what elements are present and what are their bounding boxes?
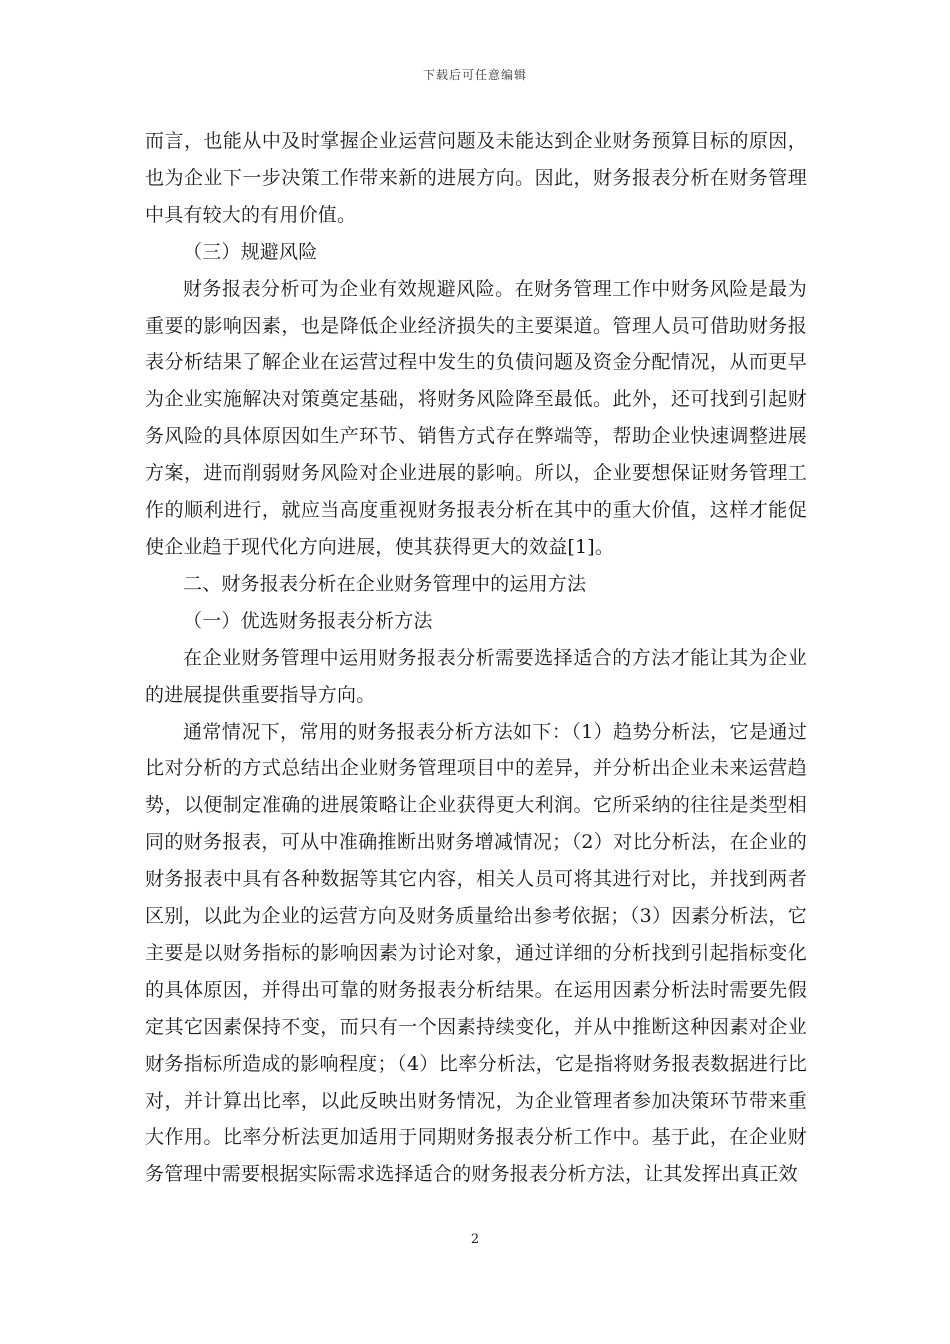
- section-heading-methods: 二、财务报表分析在企业财务管理中的运用方法: [183, 572, 587, 595]
- paragraph-continuation: 而言，也能从中及时掌握企业运营问题及未能达到企业财务预算目标的原因，也为企业下一步决策工作带来新的进展方向。因此，财务报表分析在财务管理中具有较大的有用价值。: [145, 130, 807, 226]
- paragraph-method-list: 通常情况下，常用的财务报表分析方法如下：（1）趋势分析法，它是通过比对分析的方式总结出企业财务管理项目中的差异，并分析出企业未来运营趋势，以便制定准确的进展策略让企业获得更大利润。它所采纳的往往是类型相同的财务报表，可从中准确推断出财务增减情况；（2）对比分析法，在企业的财务报表中具有各种数据等其它内容，相关人员可将其进行对比，并找到两者区别，以此为企业的运营方向及财务质量给出参考依据；（3）因素分析法，它主要是以财务指标的影响因素为讨论对象，通过详细的分析找到引起指标变化的具体原因，并得出可靠的财务报表分析结果。在运用因素分析法时需要先假定其它因素保持不变，而只有一个因素持续变化，并从中推断这种因素对企业财务指标所造成的影响程度；（4）比率分析法，它是指将财务报表数据进行比对，并计算出比率，以此反映出财务情况，为企业管理者参加决策环节带来重大作用。比率分析法更加适用于同期财务报表分析工作中。基于此，在企业财务管理中需要根据实际需求选择适合的财务报表分析方法，让其发挥出真正效: [145, 720, 807, 1186]
- subheading-avoid-risk: （三）规避风险: [183, 240, 318, 263]
- subheading-select-methods: （一）优选财务报表分析方法: [183, 609, 433, 632]
- paragraph-method-intro: 在企业财务管理中运用财务报表分析需要选择适合的方法才能让其为企业的进展提供重要指导方向。: [145, 646, 807, 706]
- page-header: 下载后可任意编辑: [422, 68, 527, 82]
- page-number: 2: [470, 1232, 480, 1247]
- paragraph-risk: 财务报表分析可为企业有效规避风险。在财务管理工作中财务风险是最为重要的影响因素，也是降低企业经济损失的主要渠道。管理人员可借助财务报表分析结果了解企业在运营过程中发生的负债问题及资金分配情况，从而更早为企业实施解决对策奠定基础，将财务风险降至最低。此外，还可找到引起财务风险的具体原因如生产环节、销售方式存在弊端等，帮助企业快速调整进展方案，进而削弱财务风险对企业进展的影响。所以，企业要想保证财务管理工作的顺利进行，就应当高度重视财务报表分析在其中的重大价值，这样才能促使企业趋于现代化方向进展，使其获得更大的效益[1]。: [145, 277, 807, 558]
- document-body: [145, 123, 807, 1193]
